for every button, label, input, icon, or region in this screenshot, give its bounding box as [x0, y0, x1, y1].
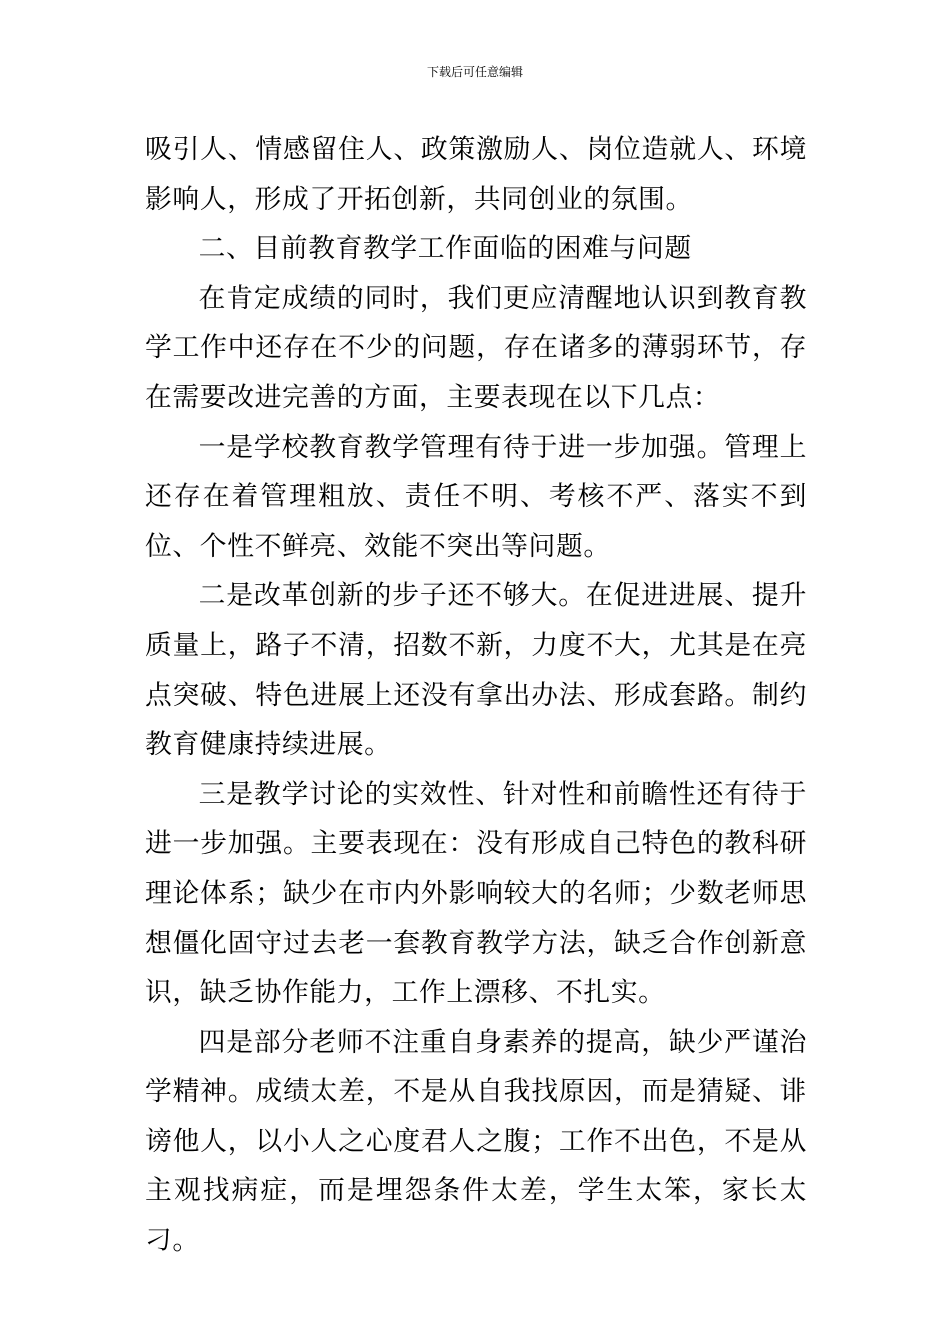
paragraph-point-3: 三是教学讨论的实效性、针对性和前瞻性还有待于进一步加强。主要表现在：没有形成自己特色的教科研理论体系；缺少在市内外影响较大的名师；少数老师思想僵化固守过去老一套教育教学方法，缺乏合作创新意识，缺乏协作能力，工作上漂移、不扎实。: [145, 778, 807, 1009]
page-header: 下载后可任意编辑: [426, 65, 523, 79]
paragraph-point-4: 四是部分老师不注重自身素养的提高，缺少严谨治学精神。成绩太差，不是从自我找原因，而是猜疑、诽谤他人，以小人之心度君人之腹；工作不出色，不是从主观找病症，而是埋怨条件太差，学生太笨，家长太刁。: [145, 1026, 807, 1257]
document-body: [145, 125, 807, 1266]
paragraph-intro: 在肯定成绩的同时，我们更应清醒地认识到教育教学工作中还存在不少的问题，存在诸多的薄弱环节，存在需要改进完善的方面，主要表现在以下几点：: [145, 282, 807, 413]
paragraph-point-2: 二是改革创新的步子还不够大。在促进进展、提升质量上，路子不清，招数不新，力度不大，尤其是在亮点突破、特色进展上还没有拿出办法、形成套路。制约教育健康持续进展。: [145, 580, 807, 761]
paragraph-point-1: 一是学校教育教学管理有待于进一步加强。管理上还存在着管理粗放、责任不明、考核不严、落实不到位、个性不鲜亮、效能不突出等问题。: [145, 431, 807, 562]
paragraph-continuation: 吸引人、情感留住人、政策激励人、岗位造就人、环境影响人，形成了开拓创新，共同创业的氛围。: [145, 134, 807, 215]
section-heading: 二、目前教育教学工作面临的困难与问题: [198, 233, 692, 265]
